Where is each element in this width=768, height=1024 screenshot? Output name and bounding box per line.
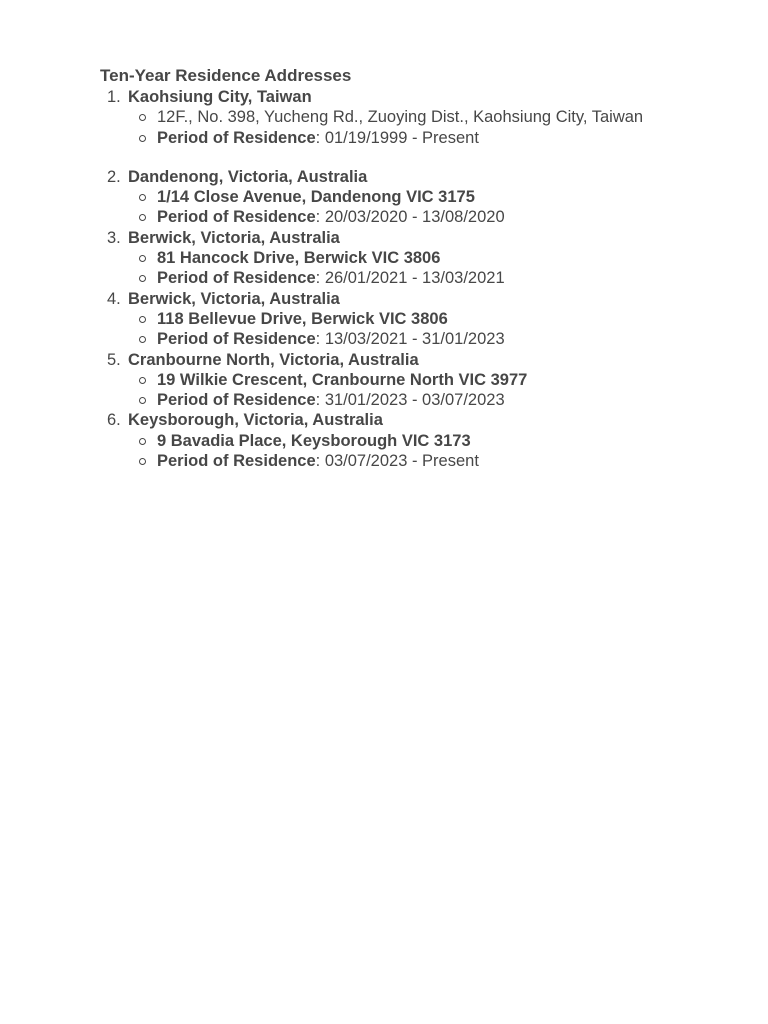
period-label: Period of Residence bbox=[157, 208, 316, 227]
address-text: 19 Wilkie Crescent, Cranbourne North VIC 3977 bbox=[157, 370, 528, 389]
period-label: Period of Residence bbox=[157, 269, 316, 288]
place-details bbox=[128, 309, 740, 350]
hollow-bullet-icon bbox=[139, 194, 146, 201]
hollow-bullet-icon bbox=[139, 214, 146, 221]
residence-list bbox=[100, 87, 740, 471]
place-details bbox=[128, 431, 740, 472]
hollow-bullet-icon bbox=[139, 135, 146, 142]
period-separator: : bbox=[315, 269, 325, 288]
address-text: 118 Bellevue Drive, Berwick VIC 3806 bbox=[157, 309, 448, 328]
hollow-bullet-icon bbox=[139, 336, 146, 343]
address-line bbox=[128, 187, 740, 207]
address-line bbox=[128, 248, 740, 268]
period-dates: 26/01/2021 - 13/03/2021 bbox=[324, 269, 505, 288]
page-title: Ten-Year Residence Addresses bbox=[100, 66, 352, 85]
hollow-bullet-icon bbox=[139, 458, 146, 465]
address-text: 1/14 Close Avenue, Dandenong VIC 3175 bbox=[157, 188, 475, 207]
period-label: Period of Residence bbox=[157, 391, 316, 410]
period-separator: : bbox=[315, 128, 325, 147]
place-name: Keysborough, Victoria, Australia bbox=[128, 411, 383, 430]
period-dates: 01/19/1999 - Present bbox=[324, 128, 479, 147]
document-body bbox=[100, 66, 740, 471]
period-dates: 13/03/2021 - 31/01/2023 bbox=[324, 330, 505, 349]
list-number: 6. bbox=[107, 411, 121, 430]
period-line bbox=[128, 329, 740, 349]
place-details bbox=[128, 248, 740, 289]
address-line bbox=[128, 309, 740, 329]
list-item bbox=[100, 228, 740, 289]
period-label: Period of Residence bbox=[157, 452, 316, 471]
hollow-bullet-icon bbox=[139, 438, 146, 445]
hollow-bullet-icon bbox=[139, 114, 146, 121]
period-dates: 03/07/2023 - Present bbox=[324, 452, 479, 471]
place-details bbox=[128, 187, 740, 228]
list-number: 3. bbox=[107, 228, 121, 247]
list-number: 4. bbox=[107, 289, 121, 308]
period-line bbox=[128, 128, 740, 148]
list-number: 1. bbox=[107, 88, 121, 106]
period-separator: : bbox=[315, 330, 325, 349]
period-line bbox=[128, 207, 740, 227]
period-dates: 20/03/2020 - 13/08/2020 bbox=[324, 208, 505, 227]
period-separator: : bbox=[315, 391, 325, 410]
list-item bbox=[100, 87, 740, 148]
period-line bbox=[128, 268, 740, 288]
period-separator: : bbox=[315, 208, 325, 227]
address-line bbox=[128, 431, 740, 451]
list-item bbox=[100, 167, 740, 228]
place-name: Dandenong, Victoria, Australia bbox=[128, 167, 368, 186]
place-name: Kaohsiung City, Taiwan bbox=[128, 88, 312, 106]
list-item bbox=[100, 410, 740, 471]
list-item bbox=[100, 289, 740, 350]
period-dates: 31/01/2023 - 03/07/2023 bbox=[324, 391, 505, 410]
hollow-bullet-icon bbox=[139, 397, 146, 404]
place-details bbox=[128, 370, 740, 411]
hollow-bullet-icon bbox=[139, 275, 146, 282]
period-label: Period of Residence bbox=[157, 330, 316, 349]
hollow-bullet-icon bbox=[139, 377, 146, 384]
address-line bbox=[128, 107, 740, 127]
hollow-bullet-icon bbox=[139, 316, 146, 323]
list-number: 5. bbox=[107, 350, 121, 369]
list-item bbox=[100, 350, 740, 411]
place-name: Cranbourne North, Victoria, Australia bbox=[128, 350, 419, 369]
place-details bbox=[128, 107, 740, 148]
hollow-bullet-icon bbox=[139, 255, 146, 262]
place-name: Berwick, Victoria, Australia bbox=[128, 289, 340, 308]
address-text: 81 Hancock Drive, Berwick VIC 3806 bbox=[157, 249, 441, 268]
address-line bbox=[128, 370, 740, 390]
period-separator: : bbox=[315, 452, 325, 471]
period-label: Period of Residence bbox=[157, 128, 316, 147]
list-number: 2. bbox=[107, 167, 121, 186]
address-text: 12F., No. 398, Yucheng Rd., Zuoying Dist., Kaohsiung City, Taiwan bbox=[157, 108, 644, 127]
period-line bbox=[128, 390, 740, 410]
period-line bbox=[128, 451, 740, 471]
address-text: 9 Bavadia Place, Keysborough VIC 3173 bbox=[157, 431, 471, 450]
place-name: Berwick, Victoria, Australia bbox=[128, 228, 340, 247]
